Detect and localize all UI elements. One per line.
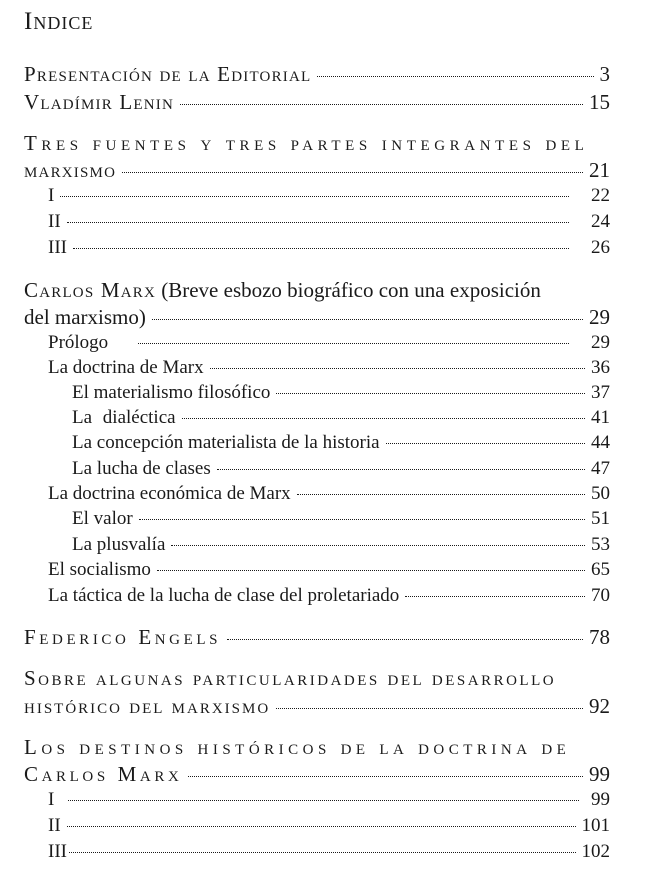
- toc-subentry[interactable]: [48, 815, 610, 841]
- toc-entry-carlos-marx[interactable]: [24, 305, 610, 331]
- toc-subentry[interactable]: [72, 407, 610, 433]
- toc-entry-title: I: [48, 789, 55, 810]
- toc-entry-title: Presentación de la Editorial: [24, 62, 312, 86]
- toc-entry-title-line1: Los destinos históricos de la doctrina de: [24, 735, 571, 759]
- toc-page-number: 51: [591, 508, 610, 529]
- toc-page-number: 101: [581, 815, 610, 836]
- dot-leader: [138, 343, 569, 344]
- toc-entry-title: La dialéctica: [72, 407, 176, 428]
- toc-page-number: 21: [589, 158, 610, 182]
- toc-entry-title: La concepción materialista de la historia: [72, 432, 380, 453]
- toc-entry-title: El socialismo: [48, 559, 151, 580]
- toc-page-number: 50: [591, 483, 610, 504]
- toc-subentry[interactable]: [48, 185, 610, 211]
- toc-page-number: 15: [589, 90, 610, 114]
- toc-page-number: 92: [589, 694, 610, 718]
- toc-subentry[interactable]: [48, 237, 610, 263]
- toc-entry-title-line1: Sobre algunas particularidades del desarrollo: [24, 666, 557, 690]
- toc-page-number: 3: [599, 62, 610, 86]
- toc-page-number: 29: [589, 305, 610, 329]
- toc-subentry[interactable]: [48, 332, 610, 358]
- toc-entry-title: III: [48, 841, 67, 862]
- toc-entry-title-line2: del marxismo): [24, 305, 146, 329]
- toc-entry-tres-fuentes[interactable]: [24, 158, 610, 184]
- toc-page-number: 99: [589, 762, 610, 786]
- toc-entry-particularidades[interactable]: [24, 694, 610, 720]
- toc-entry-lenin[interactable]: [24, 90, 610, 116]
- toc-entry-destinos[interactable]: [24, 762, 610, 788]
- toc-entry-title: El valor: [72, 508, 133, 529]
- toc-page-number: 37: [591, 382, 610, 403]
- toc-entry-title-smallcaps: Carlos Marx: [24, 278, 156, 302]
- toc-subentry[interactable]: [48, 559, 610, 585]
- toc-page-number: 65: [591, 559, 610, 580]
- toc-subentry[interactable]: [48, 585, 610, 611]
- toc-entry-title-line1: [24, 278, 541, 303]
- dot-leader: [73, 248, 569, 249]
- toc-page-number: 41: [591, 407, 610, 428]
- dot-leader: [386, 443, 585, 444]
- toc-subentry[interactable]: [48, 789, 610, 815]
- toc-page-number: 99: [591, 789, 610, 810]
- dot-leader: [157, 570, 585, 571]
- dot-leader: [68, 800, 579, 801]
- toc-subentry[interactable]: [48, 211, 610, 237]
- dot-leader: [171, 545, 585, 546]
- dot-leader: [210, 368, 585, 369]
- toc-entry-title: II: [48, 211, 61, 232]
- page-title: Indice: [24, 8, 94, 35]
- dot-leader: [217, 469, 585, 470]
- toc-page-number: 78: [589, 625, 610, 649]
- toc-page-number: 36: [591, 357, 610, 378]
- dot-leader: [182, 418, 585, 419]
- toc-entry-title: II: [48, 815, 61, 836]
- toc-entry-title: Vladímir Lenin: [24, 90, 175, 114]
- toc-page-number: 26: [591, 237, 610, 258]
- toc-entry-title: Federico Engels: [24, 625, 222, 649]
- dot-leader: [67, 222, 569, 223]
- toc-entry-engels[interactable]: [24, 625, 610, 651]
- toc-page-number: 24: [591, 211, 610, 232]
- toc-subentry[interactable]: [48, 483, 610, 509]
- toc-entry-title: La lucha de clases: [72, 458, 211, 479]
- toc-entry-title: El materialismo filosófico: [72, 382, 271, 403]
- toc-entry-title-rest: (Breve esbozo biográfico con una exposición: [161, 278, 541, 302]
- toc-page-number: 29: [591, 332, 610, 353]
- toc-subentry[interactable]: [48, 357, 610, 383]
- toc-entry-title-line2: Carlos Marx: [24, 762, 183, 786]
- dot-leader: [122, 172, 583, 173]
- toc-subentry[interactable]: [72, 508, 610, 534]
- toc-entry-title: III: [48, 237, 67, 258]
- toc-entry-title: Prólogo: [48, 332, 109, 353]
- dot-leader: [67, 826, 576, 827]
- toc-page-number: 44: [591, 432, 610, 453]
- dot-leader: [297, 494, 585, 495]
- toc-entry-title: La doctrina económica de Marx: [48, 483, 291, 504]
- toc-subentry[interactable]: [72, 534, 610, 560]
- toc-subentry[interactable]: [72, 458, 610, 484]
- toc-page-number: 70: [591, 585, 610, 606]
- toc-entry-title-line1: Tres fuentes y tres partes integrantes del: [24, 131, 589, 155]
- dot-leader: [180, 104, 583, 105]
- dot-leader: [139, 519, 585, 520]
- toc-page-number: 22: [591, 185, 610, 206]
- toc-entry-title: La táctica de la lucha de clase del proletariado: [48, 585, 400, 606]
- toc-entry-title: I: [48, 185, 55, 206]
- toc-entry-presentacion[interactable]: [24, 62, 610, 88]
- toc-subentry[interactable]: [48, 841, 610, 867]
- dot-leader: [188, 776, 583, 777]
- dot-leader: [405, 596, 585, 597]
- toc-page-number: 53: [591, 534, 610, 555]
- toc-subentry[interactable]: [72, 432, 610, 458]
- toc-page-number: 102: [581, 841, 610, 862]
- toc-entry-title: La doctrina de Marx: [48, 357, 204, 378]
- dot-leader: [227, 639, 583, 640]
- toc-entry-title-line2: histórico del marxismo: [24, 694, 271, 718]
- dot-leader: [276, 393, 585, 394]
- toc-subentry[interactable]: [72, 382, 610, 408]
- dot-leader: [276, 708, 583, 709]
- dot-leader: [152, 319, 583, 320]
- toc-page-number: 47: [591, 458, 610, 479]
- dot-leader: [60, 196, 569, 197]
- dot-leader: [317, 76, 593, 77]
- toc-entry-title: La plusvalía: [72, 534, 166, 555]
- toc-entry-title-line2: marxismo: [24, 158, 117, 182]
- dot-leader: [69, 852, 576, 853]
